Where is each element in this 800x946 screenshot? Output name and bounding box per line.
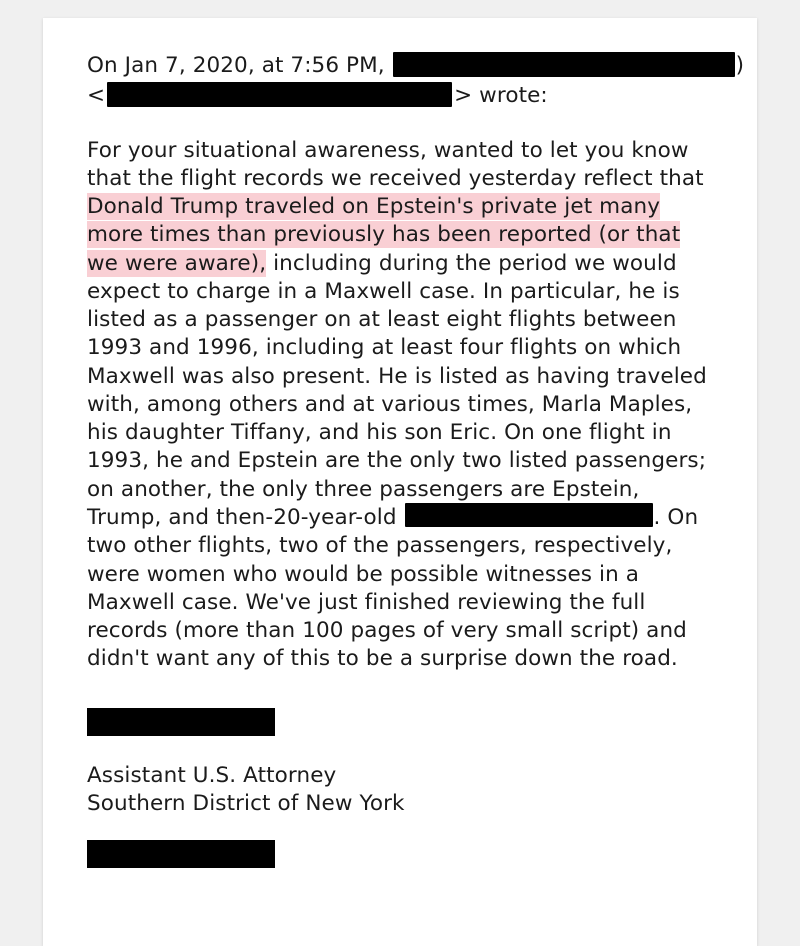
redaction-signature-name (87, 708, 275, 736)
paren-close: ) (735, 53, 745, 78)
redaction-passenger-name (405, 503, 653, 527)
email-date: On Jan 7, 2020, at 7:56 PM, (87, 53, 385, 78)
signature-title: Assistant U.S. Attorney (87, 762, 337, 788)
signature-bottom-spacer (87, 818, 713, 840)
signature-gap (87, 736, 713, 762)
highlighted-passage: Donald Trump traveled on Epstein's private jet many more times than previously has been reported (or that we were aware), (87, 194, 681, 276)
email-header-line-1 (87, 52, 745, 80)
email-document (43, 18, 757, 946)
email-paragraph (87, 137, 713, 674)
redaction-signature-contact (87, 840, 275, 868)
signature-spacer (87, 674, 713, 708)
redaction-sender-email (107, 82, 452, 107)
email-body (87, 52, 745, 868)
wrote-label: > wrote: (454, 83, 548, 109)
angle-bracket-open: < (87, 83, 106, 109)
body-part-1: For your situational awareness, wanted to let you know that the flight records we received yesterday reflect that (87, 137, 704, 191)
email-header-line-2 (87, 82, 713, 110)
redaction-sender-name (393, 52, 735, 77)
body-part-3: . On two other flights, two of the passengers, respectively, were women who would be possible witnesses in a Maxwell case. We've just finished reviewing the full records (more than 100 pages of very small script) and didn't want any of this to be a surprise down the road. (87, 504, 699, 672)
signature-office: Southern District of New York (87, 790, 405, 816)
body-part-2: including during the period we would expect to charge in a Maxwell case. In particular, he is listed as a passenger on at least eight flights between 1993 and 1996, including at least four flights on which Maxwell was also present. He is listed as having traveled with, among others and at various times, Marla Maples, his daughter Tiffany, and his son Eric. On one flight in 1993, he and Epstein are the only two listed passengers; on another, the only three passengers are Epstein, Trump, and then-20-year-old (87, 250, 707, 530)
